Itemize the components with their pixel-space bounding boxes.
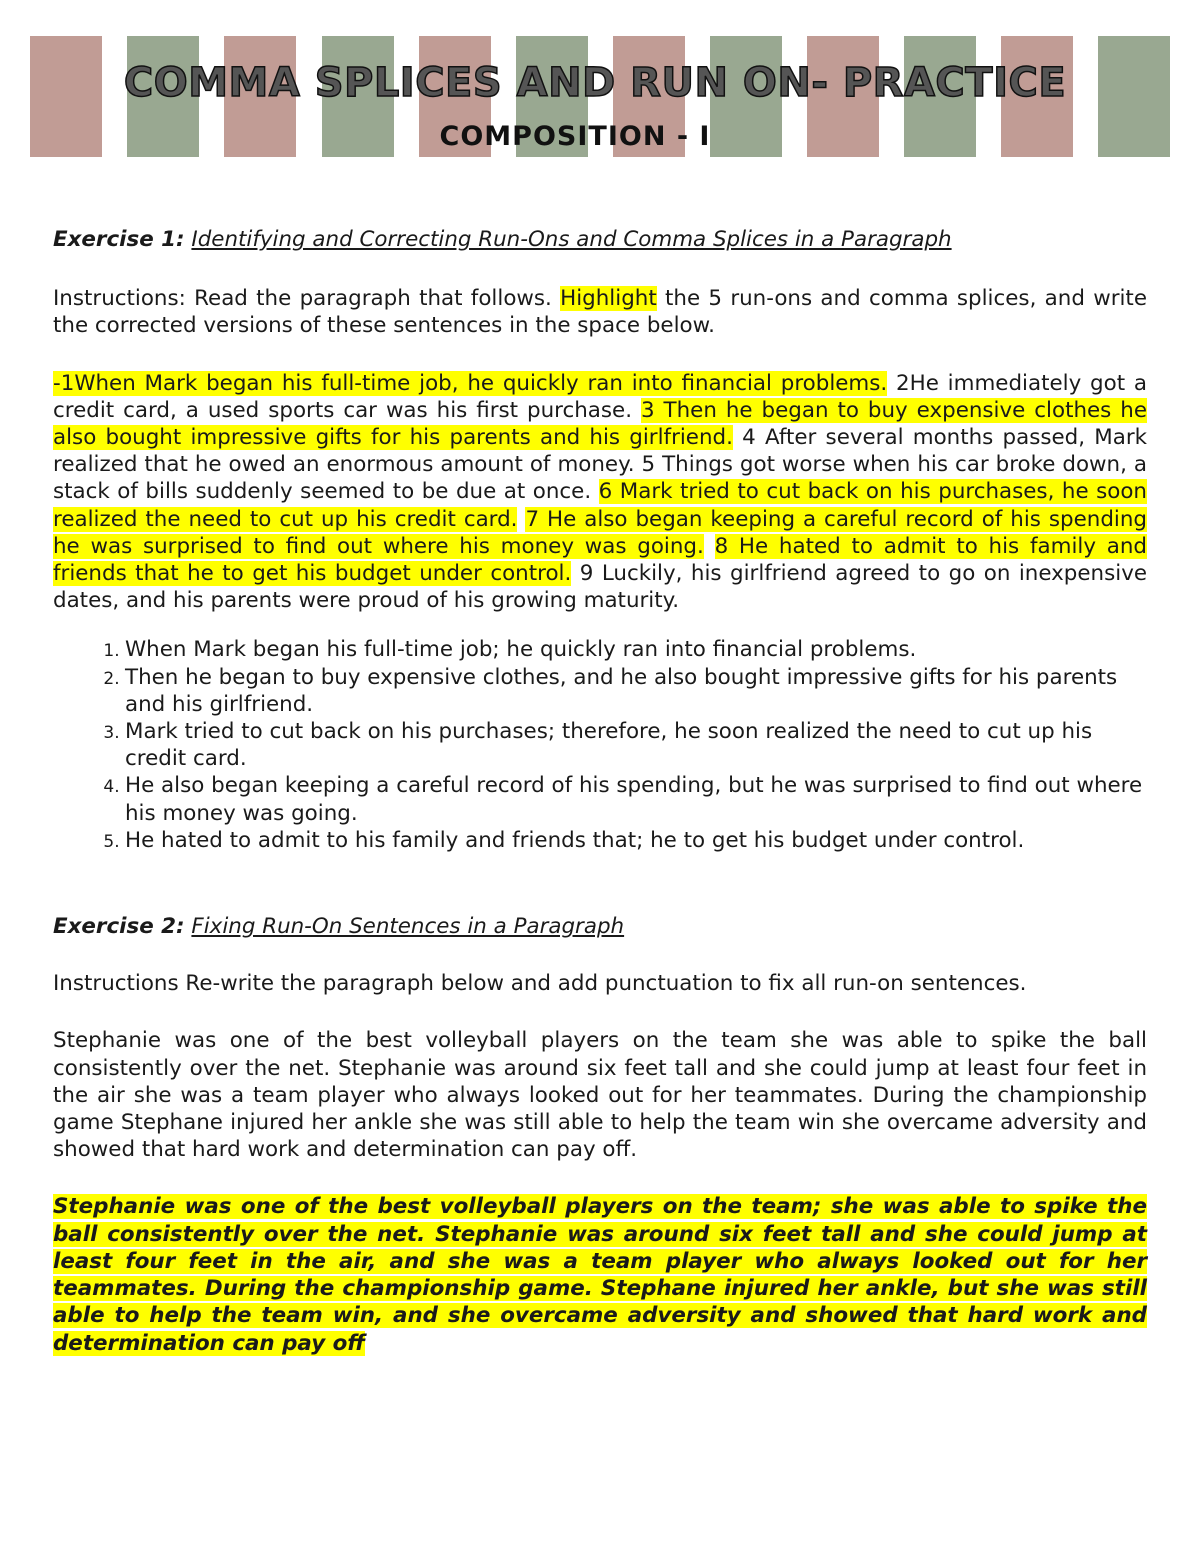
highlighted-sentence: 3 Then he began to buy expensive clothes he also bought impressive gifts for his parents and his girlfriend.: [53, 397, 1148, 451]
exercise1-heading: [53, 226, 1147, 253]
corrections-list: [53, 636, 1147, 854]
header-banner: [0, 0, 1200, 160]
exercise2-answer: [53, 1193, 1147, 1356]
sentence: 2He immediately got a credit card, a used sports car was his first purchase.: [53, 370, 1147, 423]
sentence: 9 Luckily, his girlfriend agreed to go on inexpensive dates, and his parents were proud of his growing maturity.: [53, 561, 1148, 614]
exercise2-heading: [53, 913, 1147, 940]
exercise2-paragraph: Stephanie was one of the best volleyball players on the team she was able to spike the ball consistently over the net. Stephanie was around six feet tall and she could jump at least four feet in the air she was a team player who always looked out for her teammates. During the championship game Stephane injured her ankle she was still able to help the team win she overcame adversity and showed that hard work and determination can pay off.: [53, 1028, 1147, 1163]
list-item: 5. He hated to admit to his family and friends that; he to get his budget under control.: [125, 827, 1147, 854]
list-item: 1. When Mark began his full-time job; he quickly ran into financial problems.: [125, 636, 1147, 663]
list-item: 3. Mark tried to cut back on his purchases; therefore, he soon realized the need to cut up his credit card.: [125, 718, 1147, 772]
highlighted-sentence: 6 Mark tried to cut back on his purchases, he soon realized the need to cut up his credit card.: [53, 479, 1147, 532]
exercise1-instructions: [53, 285, 1147, 339]
page-subtitle: COMPOSITION - I: [439, 121, 711, 152]
document-body: [53, 226, 1147, 1357]
instructions-text: Instructions: Read the paragraph that follows.: [53, 286, 561, 312]
exercise1-label: Exercise 1:: [53, 227, 185, 252]
highlight-word: Highlight: [560, 286, 657, 312]
exercise2-label: Exercise 2:: [53, 914, 185, 940]
highlighted-answer: Stephanie was one of the best volleyball players on the team; she was able to spike the ball consistently over the net. Stephanie was around six feet tall and she could jump at least four feet in the air, and she was a team player who always looked out for her teammates. During the championship game. Stephane injured her ankle, but she was still able to help the team win, and she overcame adversity and showed that hard work and determination can pay off: [53, 1194, 1147, 1356]
exercise2-instructions: Instructions Re-write the paragraph below and add punctuation to fix all run-on sentences.: [53, 971, 1027, 997]
list-item: 2. Then he began to buy expensive clothes, and he also bought impressive gifts for his parents and his girlfriend.: [125, 664, 1147, 718]
exercise2-title: Fixing Run-On Sentences in a Paragraph: [191, 914, 625, 940]
sentence: 4 After several months passed, Mark realized that he owed an enormous amount of money. 5 Things got worse when his car broke down, a stack of bills suddenly seemed to be due at once.: [53, 425, 1147, 505]
highlighted-sentence: 8 He hated to admit to his family and friends that he to get his budget under control.: [53, 533, 1147, 587]
page-title: COMMA SPLICES AND RUN ON- PRACTICE: [123, 60, 1067, 106]
list-item: 4. He also began keeping a careful record of his spending, but he was surprised to find out where his money was going.: [125, 772, 1147, 826]
instructions-text: the 5 run-ons and comma splices, and write the corrected versions of these sentences in the space below.: [53, 286, 1147, 339]
exercise1-paragraph: [53, 370, 1147, 615]
highlighted-sentence: 7 He also began keeping a careful record of his spending he was surprised to find out where his money was going.: [53, 506, 1147, 559]
exercise1-title: Identifying and Correcting Run-Ons and Comma Splices in a Paragraph: [191, 227, 952, 252]
sentence-gap: [704, 534, 715, 559]
highlighted-sentence: -1When Mark began his full-time job, he quickly ran into financial problems.: [53, 370, 888, 396]
